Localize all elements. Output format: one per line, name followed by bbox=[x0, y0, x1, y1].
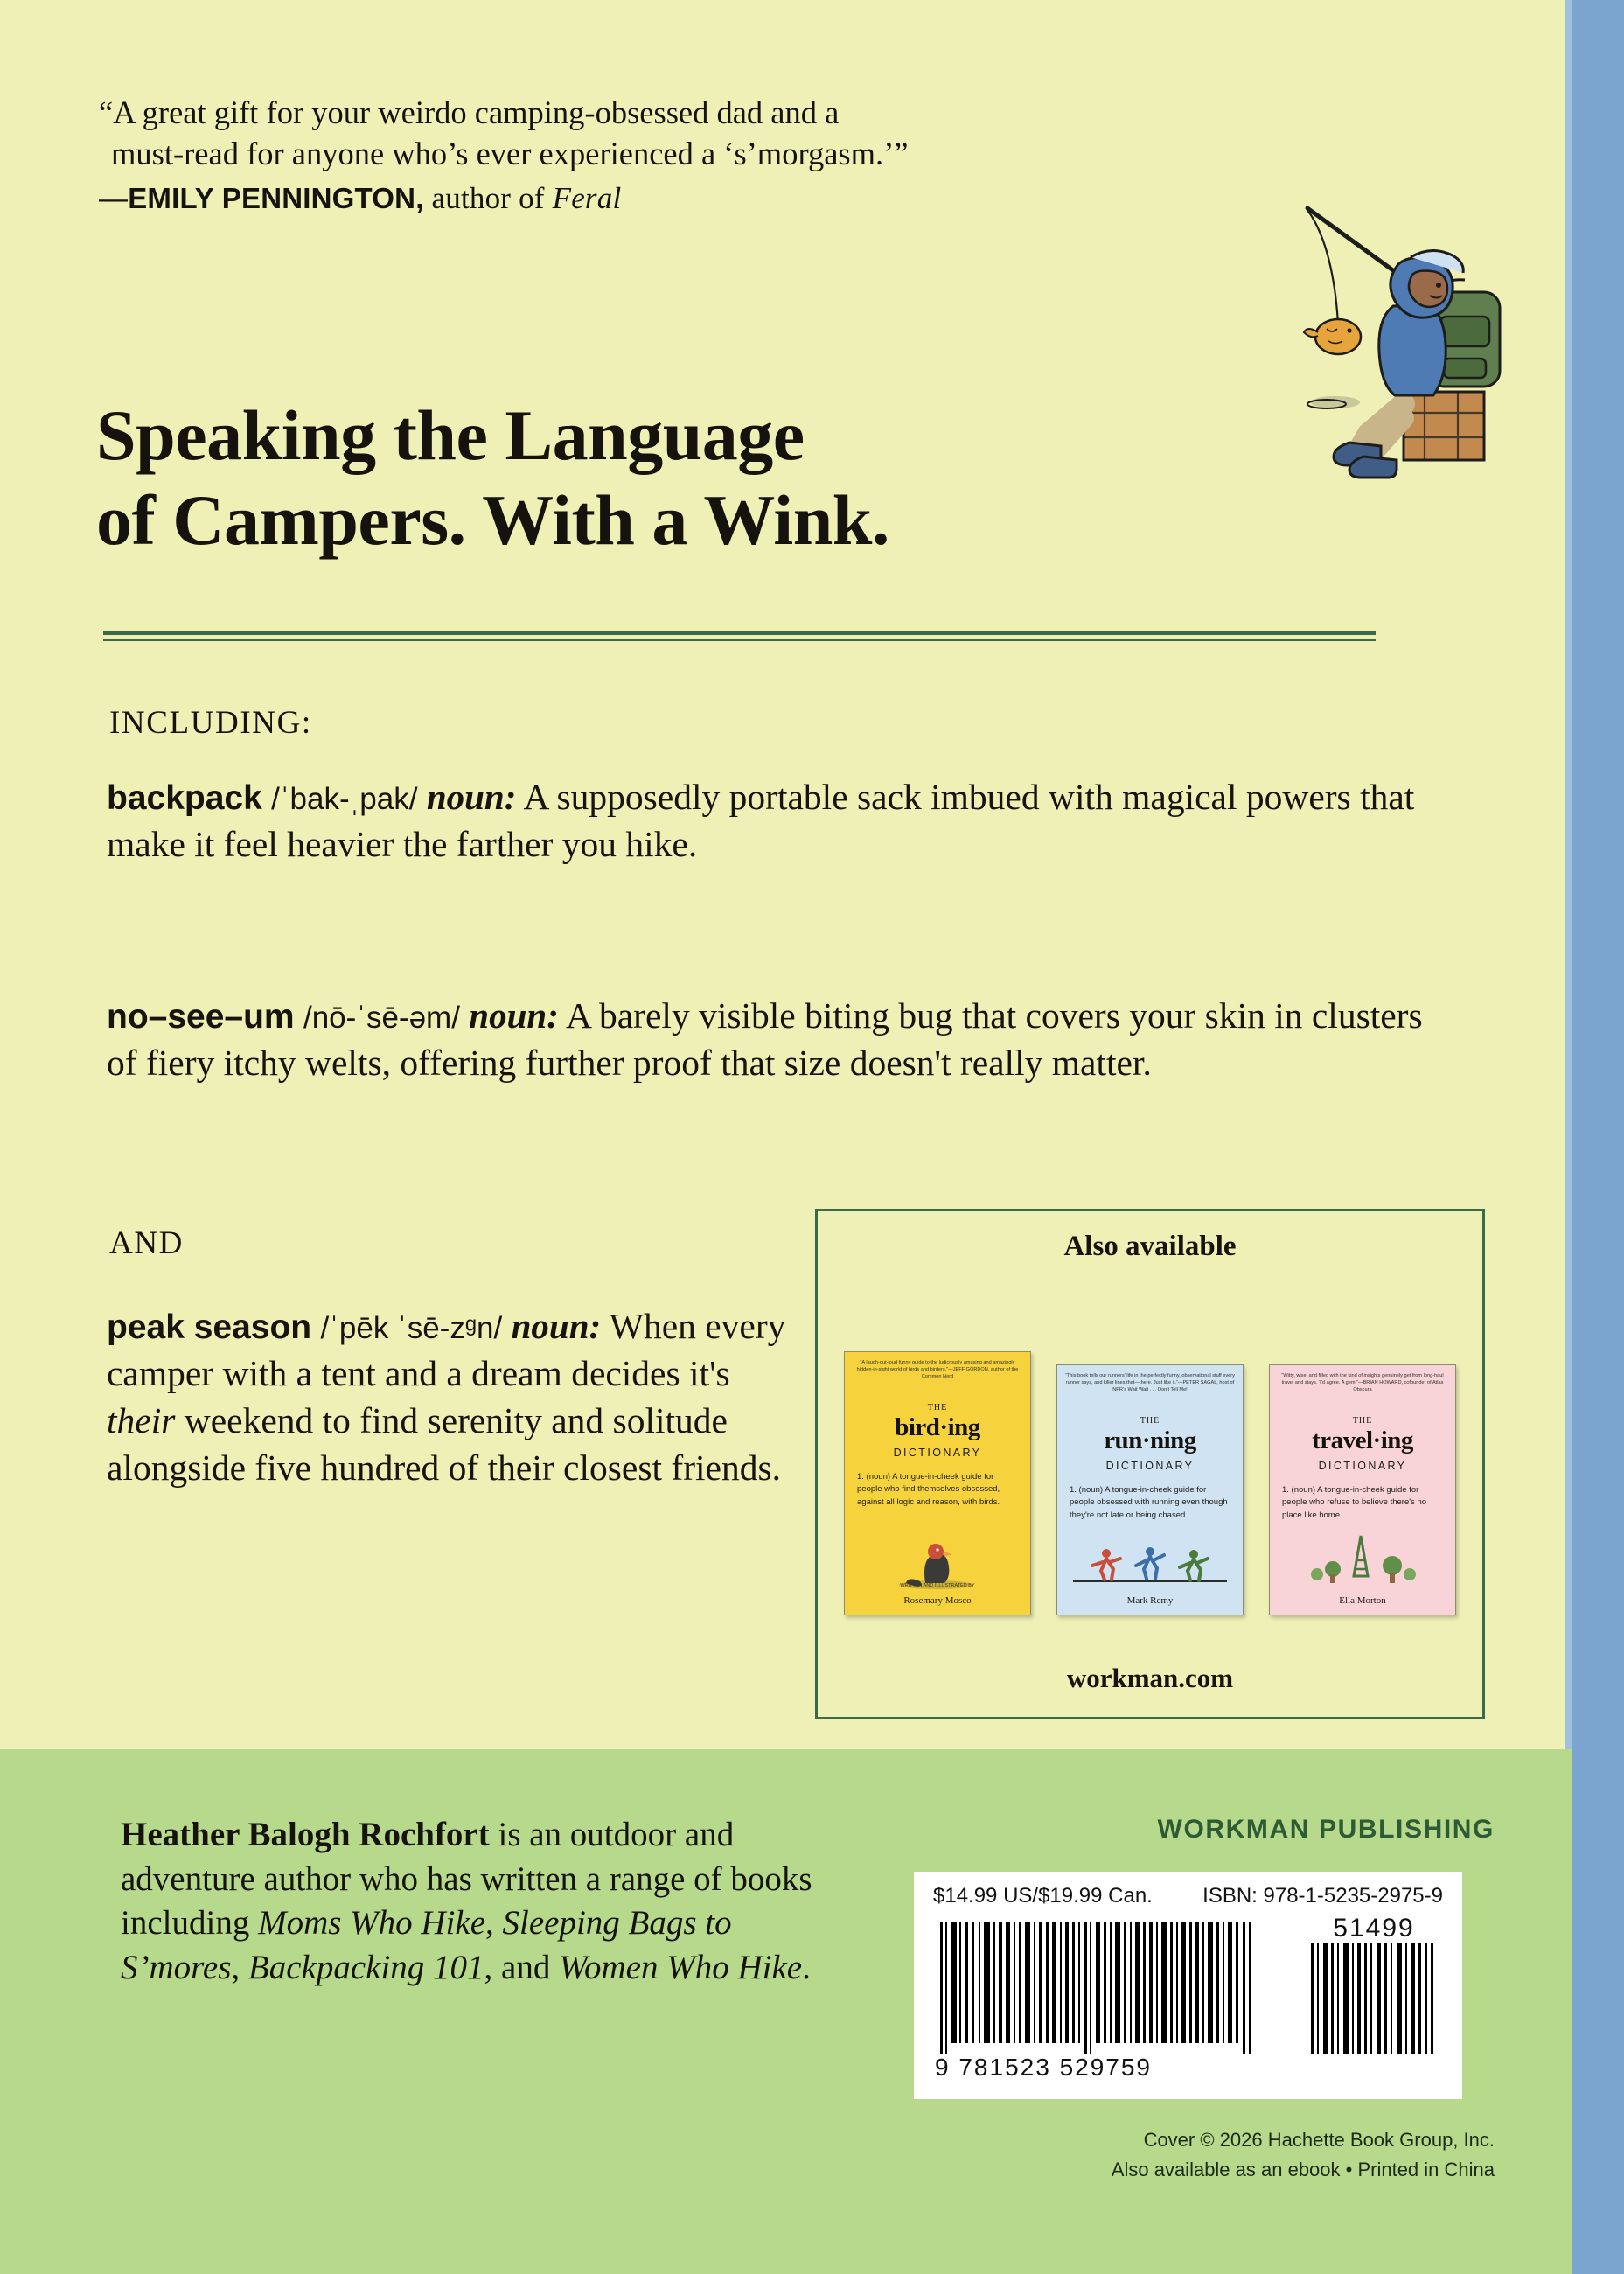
spine-strip bbox=[1572, 0, 1624, 2274]
entry-definition: A barely visible biting bug that covers your skin in clusters of fiery itchy welts, offering further proof that size doesn't really matter. bbox=[107, 995, 1423, 1083]
entry-definition-a: When every camper with a tent and a dream decides it's bbox=[107, 1306, 786, 1393]
also-available-title: Also available bbox=[1063, 1231, 1237, 1262]
barcode-addon-digits: 51499 bbox=[1333, 1914, 1415, 1943]
bio-end: . bbox=[802, 1949, 811, 1987]
isbn-label: ISBN: 978-1-5235-2975-9 bbox=[1202, 1884, 1443, 1908]
book-definition-blurb: 1. (noun) A tongue-in-cheek guide for people who find themselves obsessed, against all logic and reason, with birds. bbox=[857, 1472, 1000, 1507]
book-subtitle: DICTIONARY bbox=[1318, 1460, 1407, 1472]
book-definition-blurb: 1. (noun) A tongue-in-cheek guide for people obsessed with running even though they're not late or being chased. bbox=[1070, 1485, 1228, 1520]
ean13-barcode bbox=[938, 1922, 1262, 2054]
book-subtitle: DICTIONARY bbox=[1105, 1460, 1195, 1472]
entry-part-of-speech: noun: bbox=[511, 1306, 602, 1346]
barcode-block bbox=[914, 1872, 1462, 2099]
also-available-book-list bbox=[844, 1283, 1456, 1615]
entry-term: no–see–um bbox=[107, 998, 295, 1036]
divider-rules bbox=[103, 631, 1376, 641]
author-name: Heather Balogh Rochfort bbox=[121, 1816, 490, 1853]
publisher-website[interactable]: workman.com bbox=[1066, 1663, 1234, 1693]
and-label: AND bbox=[109, 1225, 184, 1261]
entry-pronunciation: /ˈpēk ˈsē-zᵍn/ bbox=[320, 1311, 503, 1345]
book-cover-running[interactable] bbox=[1056, 1364, 1244, 1615]
review-blurb bbox=[99, 92, 1236, 218]
legal-line-1: Cover © 2026 Hachette Book Group, Inc. bbox=[1143, 2129, 1495, 2151]
dictionary-entry-backpack bbox=[107, 774, 1427, 868]
entry-pronunciation: /ˈbak-ˌpak/ bbox=[271, 782, 418, 816]
entry-pronunciation: /nō-ˈsē-əm/ bbox=[303, 1001, 460, 1035]
bio-book-1: Moms Who Hike bbox=[258, 1904, 486, 1943]
dictionary-entry-peak-season bbox=[107, 1303, 806, 1492]
book-subtitle: DICTIONARY bbox=[893, 1447, 982, 1459]
entry-part-of-speech: noun: bbox=[426, 777, 517, 817]
bio-book-2: Sleeping Bags to S’mores bbox=[121, 1904, 732, 1987]
also-available-box bbox=[815, 1209, 1485, 1719]
blurb-line-1: “A great gift for your weirdo camping-obsessed dad and a bbox=[99, 94, 840, 130]
entry-term: backpack bbox=[107, 779, 262, 817]
headline-line-1: Speaking the Language bbox=[96, 395, 805, 475]
blurb-attribution bbox=[99, 178, 1236, 219]
traveling-artwork bbox=[1270, 1531, 1455, 1592]
attribution-dash: — bbox=[99, 181, 129, 214]
book-micro-blurb: “Witty, wise, and filled with the kind of insights genuinely get from long-haul travel and stays. ‘I’d agree. A gem!”—BRIAN HOWARD, cofounder of Atlas Obscura bbox=[1281, 1373, 1444, 1393]
entry-definition-emphasis: their bbox=[107, 1399, 176, 1440]
book-cover-traveling[interactable] bbox=[1269, 1364, 1456, 1615]
divider-thick bbox=[103, 631, 1376, 635]
blurb-line-2: must-read for anyone who’s ever experienced a ‘s’morgasm.’” bbox=[111, 136, 909, 172]
book-definition-blurb: 1. (noun) A tongue-in-cheek guide for people who refuse to believe there's no place like home. bbox=[1282, 1485, 1427, 1520]
bio-text: is an outdoor and adventure author who has written a range of books including bbox=[121, 1816, 812, 1943]
book-credit-note: WRITTEN AND ILLUSTRATED BY bbox=[900, 1583, 975, 1588]
book-kicker: THE bbox=[1352, 1416, 1373, 1426]
price-label: $14.99 US/$19.99 Can. bbox=[933, 1884, 1153, 1908]
book-micro-blurb: “A laugh-out-loud funny guide to the ludicrously amusing and amazingly hidden-in-sight world of birds and birders.”—JEFF GORDON, author of the Common Nerd bbox=[856, 1360, 1019, 1380]
publisher-name: WORKMAN PUBLISHING bbox=[1157, 1815, 1495, 1844]
book-kicker: THE bbox=[927, 1403, 948, 1413]
legal-notice bbox=[1112, 2125, 1495, 2185]
book-kicker: THE bbox=[1140, 1416, 1160, 1426]
headline-line-2: of Campers. With a Wink. bbox=[96, 479, 889, 560]
legal-line-2: Also available as an ebook • Printed in China bbox=[1111, 2159, 1495, 2181]
book-cover-birding[interactable] bbox=[844, 1351, 1031, 1615]
price-and-isbn-row bbox=[933, 1884, 1443, 1908]
attribution-work: Feral bbox=[552, 180, 622, 215]
ean5-addon-barcode bbox=[1309, 1943, 1436, 2054]
running-artwork bbox=[1057, 1531, 1243, 1592]
bio-book-4: Women Who Hike bbox=[559, 1949, 803, 1987]
author-bio bbox=[121, 1813, 855, 1991]
book-title: travel·ing bbox=[1312, 1426, 1413, 1454]
bio-book-3: Backpacking 101 bbox=[247, 1949, 484, 1987]
attribution-name: EMILY PENNINGTON, bbox=[128, 181, 424, 214]
book-author: Ella Morton bbox=[1339, 1595, 1386, 1606]
book-author: Rosemary Mosco bbox=[903, 1595, 972, 1606]
including-label: INCLUDING: bbox=[109, 705, 312, 741]
dictionary-entry-no-see-um bbox=[107, 993, 1427, 1087]
bio-sep-2: , bbox=[231, 1949, 248, 1987]
entry-term: peak season bbox=[107, 1308, 312, 1346]
page-title bbox=[96, 394, 1321, 563]
entry-definition: A supposedly portable sack imbued with magical powers that make it feel heavier the farther you hike. bbox=[107, 777, 1415, 864]
entry-part-of-speech: noun: bbox=[469, 995, 559, 1036]
book-author: Mark Remy bbox=[1126, 1595, 1174, 1606]
bio-sep-3: , and bbox=[484, 1949, 560, 1987]
book-title: run·ning bbox=[1104, 1426, 1196, 1454]
bio-sep-1: , bbox=[485, 1904, 503, 1943]
book-micro-blurb: “This book tells our runners’ life in the perfectly funny, observational stuff every runner says, and killer lines that—there. Just like it.”—PETER SAGAL, host of NPR’s Wait Wait . . . Don’t Tell Me! bbox=[1065, 1373, 1235, 1393]
attribution-role: author of bbox=[423, 180, 553, 215]
book-title: bird·ing bbox=[895, 1413, 980, 1441]
barcode-digits: 9 781523 529759 bbox=[935, 2054, 1152, 2081]
entry-definition-b: weekend to find serenity and solitude alongside five hundred of their closest friends. bbox=[107, 1399, 781, 1488]
divider-thin bbox=[103, 639, 1376, 641]
